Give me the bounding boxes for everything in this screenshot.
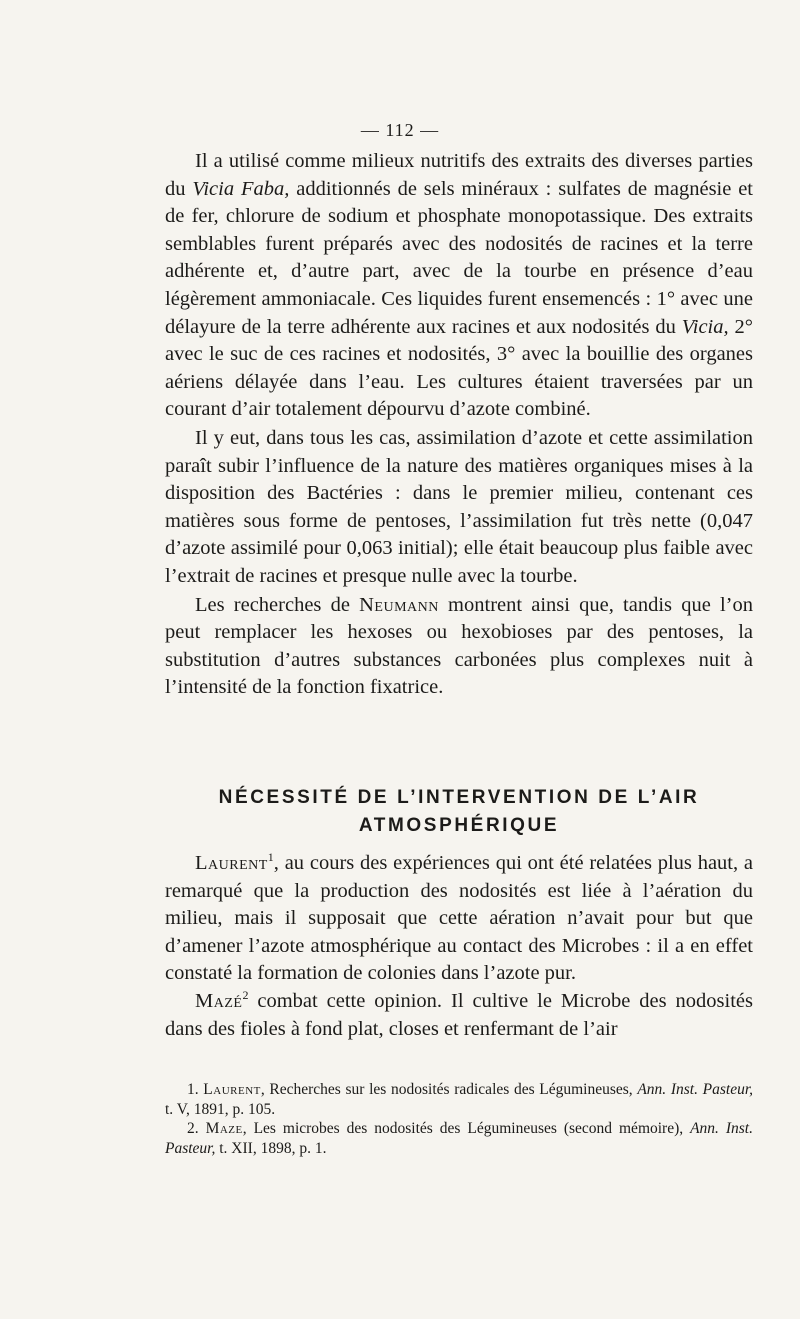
footnote-ref: 1 (267, 850, 274, 865)
author-name: Laurent (195, 852, 268, 874)
author-name: Mazé (195, 989, 243, 1012)
author-name: Neumann (359, 593, 439, 616)
body-text (165, 148, 753, 702)
footnote-2: 2. Maze, Les microbes des nodosités des Légumineuses (second mémoire), Ann. Inst. Pasteur, t. XII, 1898, p. 1. (165, 1120, 753, 1157)
footnote-ref: 2 (242, 988, 249, 1003)
paragraph-4: Laurent$^1$, au cours des expériences qui ont été relatées plus haut, a remarqué que la production des nodosités est liée à l’aération du milieu, mais il supposait que cette aération n’avait pour but que d’amener l’azote atmosphérique au contact des Microbes : il a en effet constaté la formation de colonies dans l’azote pur. (165, 850, 753, 985)
genus-name: Vicia, (681, 315, 729, 338)
paragraph-1: Il a utilisé comme milieux nutritifs des extraits des diverses parties du Vicia Faba, additionnés de sels minéraux : sulfates de magnésie et de fer, chlorure de sodium et phosphate monopotassique. Des extraits semblables furent préparés avec des nodosités de racines et la terre adhérente et, d’autre part, avec de la tourbe en présence d’eau légèrement ammoniacale. Ces liquides furent ensemencés : 1° avec une délayure de la terre adhérente aux racines et aux nodosités du Vicia, 2° avec le suc de ces racines et nodosités, 3° avec la bouillie des organes aériens délayée dans l’eau. Les cultures étaient traversées par un courant d’air totalement dépourvu d’azote combiné. (165, 150, 753, 421)
page-number: — 112 — (360, 120, 440, 140)
section-body (165, 850, 753, 1043)
section-heading: NÉCESSITÉ DE L’INTERVENTION DE L’AIR ATMOSPHÉRIQUE (218, 787, 700, 836)
paragraph-5: Mazé$^2$ combat cette opinion. Il cultive le Microbe des nodosités dans des fioles à fond plat, closes et renfermant de l’air (165, 988, 753, 1040)
paragraph-2: Il y eut, dans tous les cas, assimilation d’azote et cette assimilation paraît subir l’influence de la nature des matières organiques mises à la disposition des Bactéries : dans le premier milieu, contenant ces matières sous forme de pentoses, l’assimilation fut très nette (0,047 d’azote assimilé pour 0,063 initial); elle était beaucoup plus faible avec l’extrait de racines et presque nulle avec la tourbe. (165, 426, 753, 587)
paragraph-3: Les recherches de Neumann montrent ainsi que, tandis que l’on peut remplacer les hexoses ou hexobioses par des pentoses, la substitution d’autres substances carbonées plus complexes nuit à l’intensité de la fonction fixatrice. (165, 593, 754, 699)
species-name: Vicia Faba, (192, 177, 290, 200)
footnotes (165, 1080, 753, 1158)
footnote-1: 1. Laurent, Recherches sur les nodosités radicales des Légumineuses, Ann. Inst. Pasteur, t. V, 1891, p. 105. (165, 1081, 754, 1118)
